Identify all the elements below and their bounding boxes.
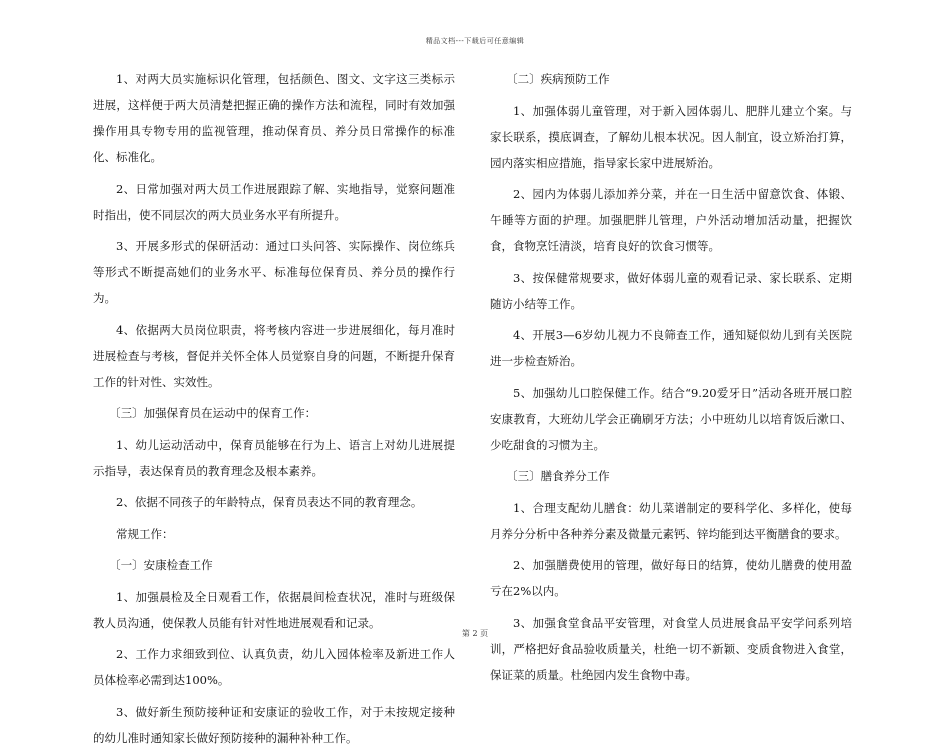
paragraph: 3、加强食堂食品平安管理，对食堂人员进展食品平安学问系列培训，严格把好食品验收质量关，杜绝一切不新颖、变质食物进入食堂，保证菜的质量。杜绝园内发生食物中毒。 <box>490 615 852 682</box>
paragraph: 4、开展3—6岁幼儿视力不良筛查工作，通知疑似幼儿到有关医院进一步检查矫治。 <box>490 328 852 368</box>
paragraph: 1、合理支配幼儿膳食：幼儿菜谱制定的要科学化、多样化，使每月养分分析中各种养分素及微量元素钙、锌均能到达平衡膳食的要求。 <box>490 500 852 541</box>
section-heading: 〔三〕加强保育员在运动中的保育工作： <box>109 406 317 420</box>
section-heading: 〔二〕疾病预防工作 <box>506 72 610 86</box>
right-column <box>490 66 852 693</box>
paragraph: 3、做好新生预防接种证和安康证的验收工作，对于未按规定接种的幼儿准时通知家长做好预防接种的漏种补种工作。 <box>93 704 455 745</box>
paragraph: 1、加强晨检及全日观看工作，依据晨间检查状况，准时与班级保教人员沟通，使保教人员能有针对性地进展观看和记录。 <box>93 589 455 630</box>
paragraph: 1、幼儿运动活动中，保育员能够在行为上、语言上对幼儿进展提示指导，表达保育员的教育理念及根本素养。 <box>93 437 455 478</box>
paragraph: 5、加强幼儿口腔保健工作。结合“9.20爱牙日”活动各班开展口腔安康教育，大班幼儿学会正确刷牙方法；小中班幼儿以培育饭后漱口、少吃甜食的习惯为主。 <box>490 385 852 452</box>
paragraph: 4、依据两大员岗位职责，将考核内容进一步进展细化，每月准时进展检查与考核，督促并关怀全体人员觉察自身的问题，不断提升保育工作的针对性、实效性。 <box>93 322 455 389</box>
paragraph: 2、日常加强对两大员工作进展跟踪了解、实地指导，觉察问题准时指出，使不同层次的两大员业务水平有所提升。 <box>93 181 455 222</box>
page-number: 第 2 页 <box>461 629 489 638</box>
section-heading: 〔三〕膳食养分工作 <box>506 469 610 483</box>
paragraph: 2、依据不同孩子的年龄特点，保育员表达不同的教育理念。 <box>116 495 423 509</box>
paragraph: 2、工作力求细致到位、认真负责，幼儿入园体检率及新进工作人员体检率必需到达100%。 <box>93 647 455 687</box>
page-header: 精品文档---下载后可任意编辑 <box>425 37 525 45</box>
paragraph: 3、按保健常规要求，做好体弱儿童的观看记录、家长联系、定期随访小结等工作。 <box>490 270 852 311</box>
section-heading: 〔一〕安康检查工作 <box>109 558 213 572</box>
paragraph: 1、加强体弱儿童管理，对于新入园体弱儿、肥胖儿建立个案。与家长联系，摸底调查，了解幼儿根本状况。因人制宜，设立矫治打算，园内落实相应措施，指导家长家中进展矫治。 <box>490 103 852 170</box>
paragraph: 2、加强膳费使用的管理，做好每日的结算，使幼儿膳费的使用盈亏在2%以内。 <box>490 558 852 598</box>
paragraph: 常规工作： <box>116 526 174 541</box>
paragraph: 3、开展多形式的保研活动：通过口头问答、实际操作、岗位练兵等形式不断提高她们的业务水平、标准每位保育员、养分员的操作行为。 <box>93 239 455 305</box>
left-column <box>93 66 455 756</box>
paragraph: 2、园内为体弱儿添加养分菜，并在一日生活中留意饮食、体锻、午睡等方面的护理。加强肥胖儿管理，户外活动增加活动量，把握饮食，食物烹饪清淡，培育良好的饮食习惯等。 <box>490 187 852 253</box>
paragraph: 1、对两大员实施标识化管理，包括颜色、图文、文字这三类标示进展，这样便于两大员清楚把握正确的操作方法和流程，同时有效加强操作用具专物专用的监视管理，推动保育员、养分员日常操作的标准化、标准化。 <box>93 72 455 164</box>
